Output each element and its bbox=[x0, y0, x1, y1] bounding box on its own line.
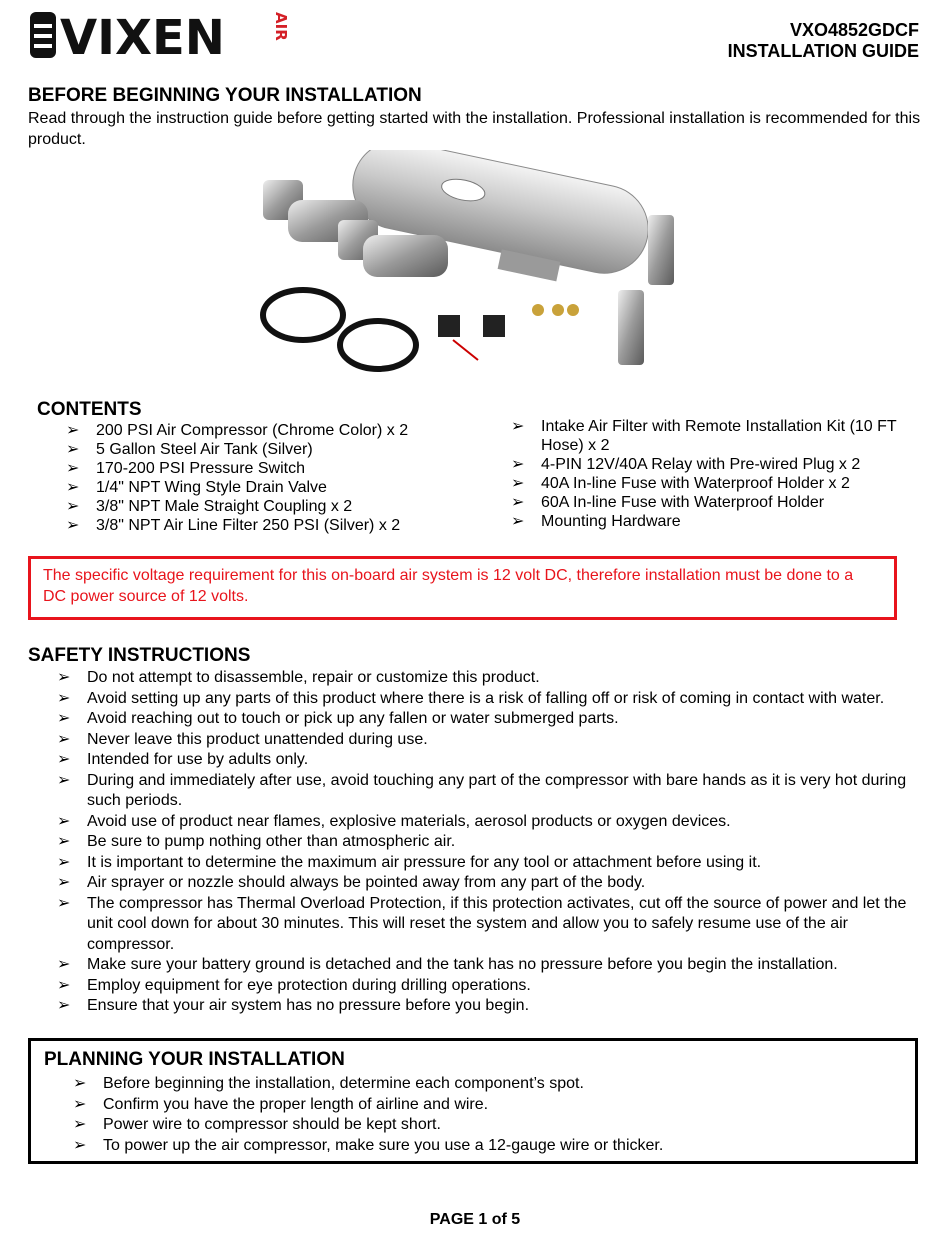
planning-box bbox=[28, 1038, 918, 1164]
arrow-bullet-icon: ➢ bbox=[66, 460, 80, 477]
list-item: ➢ Avoid use of product near flames, explosive materials, aerosol products or oxygen devices. bbox=[87, 812, 917, 833]
list-item: ➢ To power up the air compressor, make sure you use a 12-gauge wire or thicker. bbox=[103, 1136, 903, 1157]
planning-heading: PLANNING YOUR INSTALLATION bbox=[44, 1049, 345, 1070]
arrow-bullet-icon: ➢ bbox=[66, 479, 80, 496]
arrow-bullet-icon: ➢ bbox=[66, 517, 80, 534]
arrow-bullet-icon: ➢ bbox=[511, 513, 525, 530]
list-item: ➢ 60A In-line Fuse with Waterproof Holder bbox=[511, 494, 825, 511]
contents-heading: CONTENTS bbox=[37, 399, 142, 420]
arrow-bullet-icon: ➢ bbox=[57, 833, 71, 850]
list-item: ➢ Never leave this product unattended during use. bbox=[87, 730, 917, 751]
list-item: ➢ The compressor has Thermal Overload Protection, if this protection activates, cut off the source of power and let the unit cool down for about 30 minutes. This will reset the system and allow you to safely resume use of the air compressor. bbox=[57, 894, 907, 953]
arrow-bullet-icon: ➢ bbox=[66, 441, 80, 458]
arrow-bullet-icon: ➢ bbox=[57, 874, 71, 891]
list-item: ➢ Intended for use by adults only. bbox=[87, 750, 917, 771]
list-item: ➢ 40A In-line Fuse with Waterproof Holder x 2 bbox=[511, 475, 850, 492]
planning-list bbox=[73, 1074, 903, 1156]
list-item: ➢ 3/8" NPT Air Line Filter 250 PSI (Silver) x 2 bbox=[66, 517, 401, 534]
arrow-bullet-icon: ➢ bbox=[66, 498, 80, 515]
list-item: ➢ Make sure your battery ground is detached and the tank has no pressure before you begin the installation. bbox=[87, 955, 917, 976]
arrow-bullet-icon: ➢ bbox=[57, 956, 71, 973]
arrow-bullet-icon: ➢ bbox=[511, 456, 525, 473]
list-item: ➢ Air sprayer or nozzle should always be pointed away from any part of the body. bbox=[87, 873, 917, 894]
document-code: VXO4852GDCF bbox=[789, 20, 919, 40]
arrow-bullet-icon: ➢ bbox=[57, 689, 71, 707]
arrow-bullet-icon: ➢ bbox=[57, 669, 71, 686]
list-item: ➢ 200 PSI Air Compressor (Chrome Color) x 2 bbox=[66, 422, 409, 439]
list-item: ➢ Power wire to compressor should be kept short. bbox=[103, 1115, 903, 1136]
list-item: ➢ Confirm you have the proper length of airline and wire. bbox=[103, 1095, 903, 1116]
arrow-bullet-icon: ➢ bbox=[73, 1095, 87, 1113]
arrow-bullet-icon: ➢ bbox=[511, 475, 525, 492]
document-title: INSTALLATION GUIDE bbox=[727, 41, 919, 61]
list-item: ➢ Avoid reaching out to touch or pick up any fallen or water submerged parts. bbox=[87, 709, 917, 730]
product-kit-image bbox=[258, 150, 678, 380]
list-item: ➢ 1/4" NPT Wing Style Drain Valve bbox=[66, 479, 327, 496]
contents-list-left bbox=[66, 421, 496, 535]
list-item: ➢ It is important to determine the maximum air pressure for any tool or attachment before using it. bbox=[87, 853, 917, 874]
brand-wordmark: VIXEN bbox=[60, 10, 225, 64]
list-item: ➢ 3/8" NPT Male Straight Coupling x 2 bbox=[66, 498, 353, 515]
list-item: ➢ Employ equipment for eye protection during drilling operations. bbox=[87, 976, 917, 997]
arrow-bullet-icon: ➢ bbox=[57, 710, 71, 727]
safety-heading: SAFETY INSTRUCTIONS bbox=[28, 645, 251, 666]
list-item: ➢ During and immediately after use, avoid touching any part of the compressor with bare hands as it is very hot during such periods. bbox=[57, 771, 907, 809]
list-item: ➢ Do not attempt to disassemble, repair or customize this product. bbox=[87, 668, 917, 689]
list-item: ➢ Mounting Hardware bbox=[511, 513, 681, 530]
arrow-bullet-icon: ➢ bbox=[73, 1136, 87, 1154]
list-item: ➢ Ensure that your air system has no pressure before you begin. bbox=[87, 996, 917, 1017]
arrow-bullet-icon: ➢ bbox=[57, 976, 71, 994]
arrow-bullet-icon: ➢ bbox=[66, 422, 80, 439]
arrow-bullet-icon: ➢ bbox=[57, 997, 71, 1014]
list-item: ➢ 4-PIN 12V/40A Relay with Pre-wired Plug x 2 bbox=[511, 456, 861, 473]
list-item: ➢ Intake Air Filter with Remote Installation Kit (10 FT Hose) x 2 bbox=[511, 418, 897, 454]
safety-list bbox=[57, 668, 917, 1017]
voltage-warning-box bbox=[28, 556, 897, 620]
vixen-air-logo bbox=[28, 6, 290, 64]
arrow-bullet-icon: ➢ bbox=[57, 751, 71, 768]
list-item: ➢ Before beginning the installation, determine each component’s spot. bbox=[103, 1074, 903, 1095]
arrow-bullet-icon: ➢ bbox=[57, 771, 71, 789]
before-paragraph: Read through the instruction guide before getting started with the installation. Professional installation is recommended for this product. bbox=[28, 110, 921, 148]
before-heading: BEFORE BEGINNING YOUR INSTALLATION bbox=[28, 85, 422, 106]
arrow-bullet-icon: ➢ bbox=[57, 853, 71, 871]
brand-sub: AIR bbox=[272, 12, 290, 41]
list-item: ➢ 170-200 PSI Pressure Switch bbox=[66, 460, 305, 477]
arrow-bullet-icon: ➢ bbox=[73, 1075, 87, 1092]
arrow-bullet-icon: ➢ bbox=[57, 812, 71, 830]
arrow-bullet-icon: ➢ bbox=[57, 894, 71, 912]
arrow-bullet-icon: ➢ bbox=[511, 418, 525, 435]
page-number: PAGE 1 of 5 bbox=[429, 1211, 521, 1228]
contents-list-right bbox=[511, 417, 921, 531]
arrow-bullet-icon: ➢ bbox=[57, 730, 71, 748]
arrow-bullet-icon: ➢ bbox=[511, 494, 525, 511]
warning-text: The specific voltage requirement for this on-board air system is 12 volt DC, therefore installation must be done to a DC power source of 12 volts. bbox=[43, 567, 854, 605]
list-item: ➢ Avoid setting up any parts of this product where there is a risk of falling off or risk of coming in contact with water. bbox=[87, 689, 917, 710]
list-item: ➢ 5 Gallon Steel Air Tank (Silver) bbox=[66, 441, 313, 458]
arrow-bullet-icon: ➢ bbox=[73, 1116, 87, 1133]
list-item: ➢ Be sure to pump nothing other than atmospheric air. bbox=[87, 832, 917, 853]
